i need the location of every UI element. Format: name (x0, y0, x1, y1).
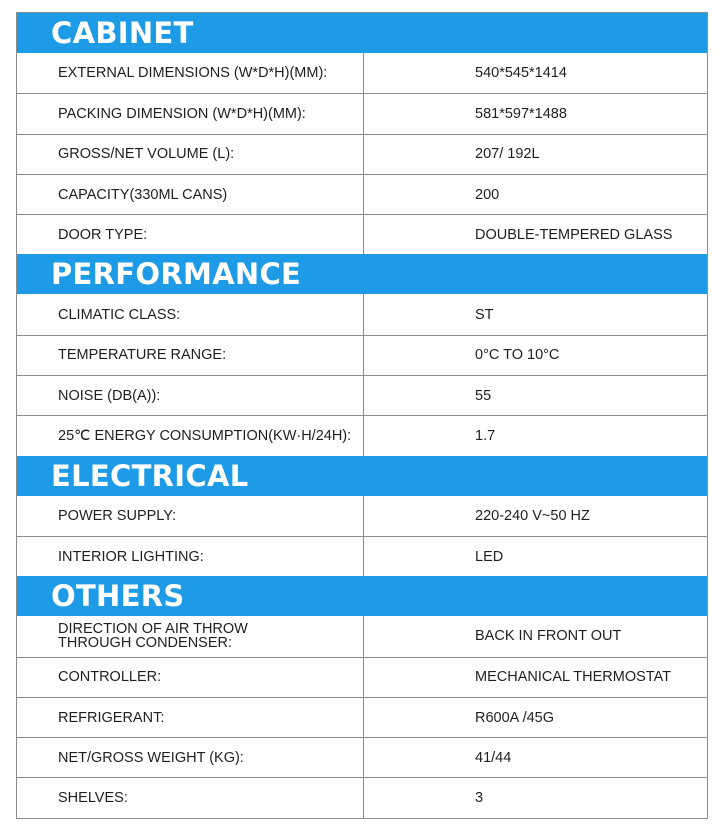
spec-row (17, 777, 707, 817)
spec-value: LED (475, 548, 504, 565)
spec-label: REFRIGERANT: (17, 698, 364, 737)
section-header-others: OTHERS (17, 576, 707, 616)
section-header-cabinet: CABINET (17, 13, 707, 53)
spec-label: GROSS/NET VOLUME (L): (17, 135, 364, 174)
spec-row (17, 93, 707, 133)
spec-value: R600A /45G (475, 709, 554, 726)
spec-value: 41/44 (475, 749, 512, 766)
spec-row (17, 496, 707, 536)
spec-row (17, 536, 707, 576)
spec-value: 540*545*1414 (475, 65, 567, 82)
spec-value: 207/ 192L (475, 146, 540, 163)
spec-row (17, 375, 707, 415)
spec-label: CAPACITY(330ML CANS) (17, 175, 364, 214)
spec-label: POWER SUPPLY: (17, 496, 364, 536)
spec-value: 3 (475, 790, 484, 807)
spec-value: 1.7 (475, 428, 496, 445)
spec-row (17, 294, 707, 334)
spec-row (17, 53, 707, 93)
spec-row (17, 616, 707, 656)
spec-label: NOISE (DB(A)): (17, 376, 364, 415)
spec-value: 55 (475, 387, 492, 404)
spec-row (17, 697, 707, 737)
spec-row (17, 174, 707, 214)
spec-label: DOOR TYPE: (17, 215, 364, 254)
spec-value: 220-240 V~50 HZ (475, 507, 590, 524)
section-header-performance: PERFORMANCE (17, 254, 707, 294)
spec-label: EXTERNAL DIMENSIONS (W*D*H)(MM): (17, 53, 364, 93)
spec-value: DOUBLE-TEMPERED GLASS (475, 226, 673, 243)
spec-value: 200 (475, 186, 500, 203)
spec-row (17, 657, 707, 697)
spec-label: CLIMATIC CLASS: (17, 294, 364, 334)
spec-label: CONTROLLER: (17, 658, 364, 697)
spec-label: NET/GROSS WEIGHT (KG): (17, 738, 364, 777)
spec-label: TEMPERATURE RANGE: (17, 336, 364, 375)
spec-row (17, 415, 707, 455)
spec-row (17, 134, 707, 174)
spec-label: 25℃ ENERGY CONSUMPTION(KW·H/24H): (17, 416, 364, 455)
section-header-electrical: ELECTRICAL (17, 456, 707, 496)
spec-label: DIRECTION OF AIR THROW THROUGH CONDENSER: (17, 616, 364, 656)
spec-value: 581*597*1488 (475, 105, 567, 122)
spec-row (17, 737, 707, 777)
spec-row (17, 214, 707, 254)
spec-label: SHELVES: (17, 778, 364, 817)
spec-label: PACKING DIMENSION (W*D*H)(MM): (17, 94, 364, 133)
spec-row (17, 335, 707, 375)
spec-value: BACK IN FRONT OUT (475, 628, 622, 645)
spec-sheet (16, 12, 708, 819)
spec-value: ST (475, 306, 494, 323)
spec-value: 0°C TO 10°C (475, 347, 560, 364)
spec-label: INTERIOR LIGHTING: (17, 537, 364, 576)
spec-value: MECHANICAL THERMOSTAT (475, 669, 672, 686)
